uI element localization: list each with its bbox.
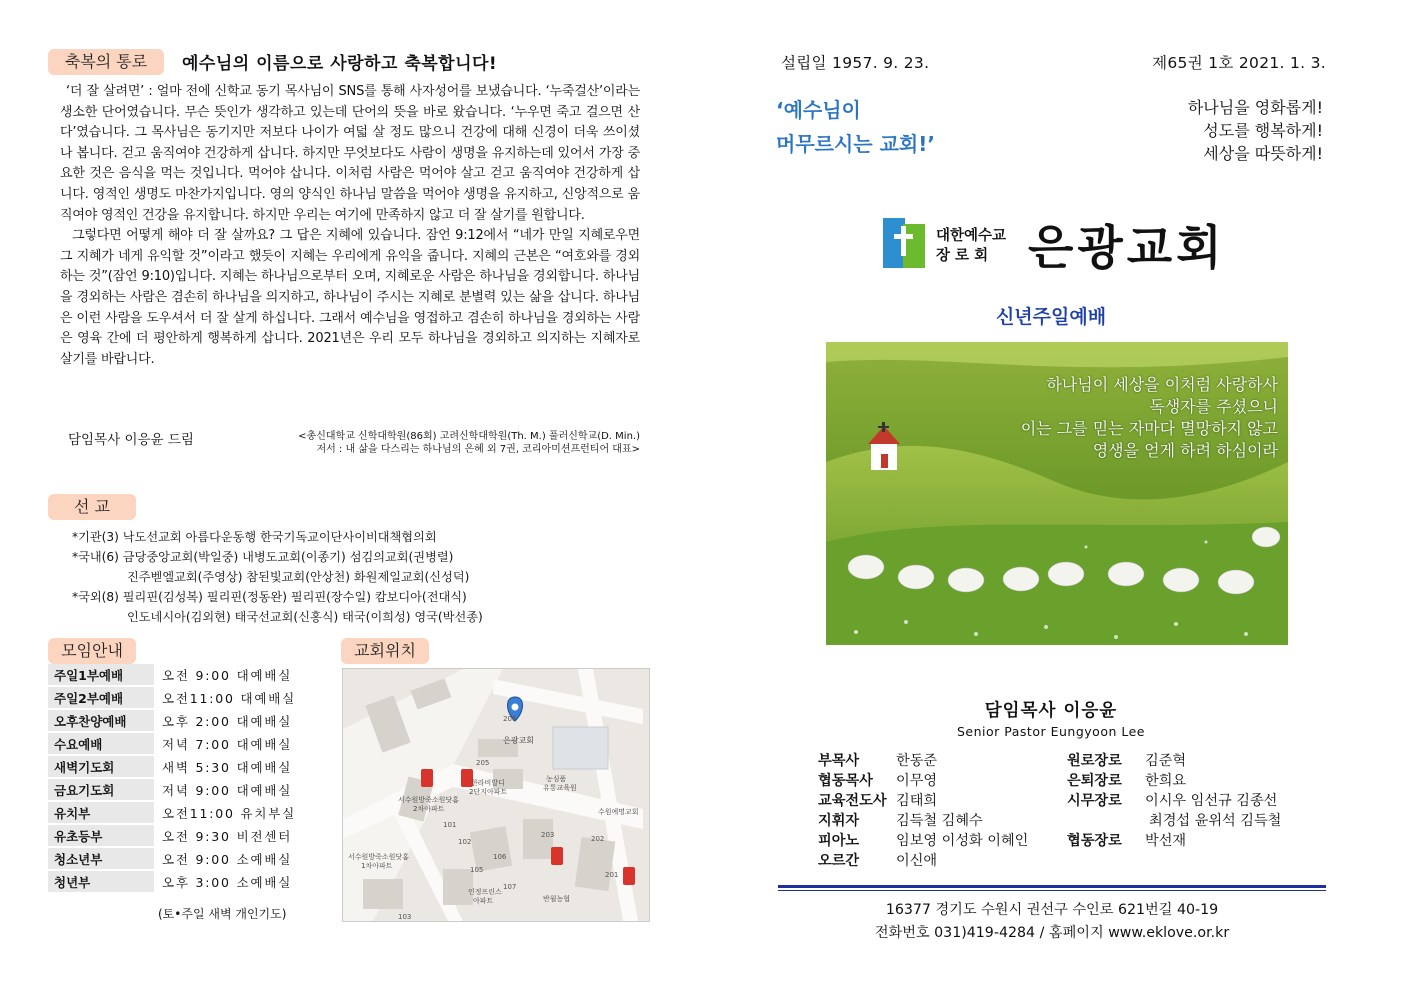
staff-role: 원로장로 [1067, 753, 1122, 769]
staff-names: 한동준 [896, 753, 938, 769]
staff-row [1067, 831, 1307, 851]
motto [1120, 96, 1323, 165]
meeting-time: 저녁 9:00 대예배실 [162, 782, 293, 798]
meeting-name: 주일2부예배 [48, 687, 154, 708]
mission-line: 진주벧엘교회(주영상) 참된빛교회(안상천) 화원제일교회(신성덕) [127, 570, 470, 584]
map-label-apt2-2: 2차아파트 [413, 805, 445, 813]
staff-row [818, 831, 1058, 851]
church-name: 은광교회 [1028, 221, 1226, 276]
meeting-name: 수요예배 [48, 733, 154, 754]
mission-line: *국외(8) 필리핀(김성복) 필리핀(정동완) 필리핀(장수일) 캄보디아(전대식) [72, 590, 467, 604]
map-label-nonghyup: 농심품 [546, 775, 567, 783]
meeting-time: 오전11:00 대예배실 [162, 690, 297, 706]
mission-line: *국내(6) 금당중앙교회(박일중) 내병도교회(이종기) 섬김의교회(권병렬) [72, 550, 454, 564]
map-label-103: 103 [398, 913, 412, 921]
meeting-name: 유치부 [48, 802, 154, 823]
table-row [48, 848, 300, 869]
meeting-name: 금요기도회 [48, 779, 154, 800]
map-label-nonghyup-2: 유통교육원 [543, 784, 577, 792]
staff-role: 지휘자 [818, 813, 860, 829]
staff-names: 이신애 [896, 853, 938, 869]
map-label-205: 205 [476, 759, 490, 767]
map-label-injeong: 인정프린스 [468, 888, 502, 896]
staff-row [818, 791, 1058, 811]
meeting-time: 오후 3:00 소예배실 [162, 874, 293, 890]
founded-date: 설립일 1957. 9. 23. [781, 54, 930, 72]
table-row [48, 871, 300, 892]
senior-pastor-english: Senior Pastor Eungyoon Lee [957, 724, 1145, 739]
service-title: 신년주일예배 [995, 306, 1107, 328]
denomination-line-1: 대한예수교 [936, 228, 1007, 244]
staff-row [1067, 791, 1307, 811]
blessing-headline: 예수님의 이름으로 사랑하고 축복합니다! [182, 54, 498, 74]
staff-row [818, 771, 1058, 791]
staff-names: 이무영 [896, 773, 938, 789]
map-label-halla-2: 2단지아파트 [469, 788, 508, 796]
staff-names: 김태희 [896, 793, 938, 809]
meetings-table [48, 662, 300, 894]
table-row [48, 802, 300, 823]
staff-names: 박선재 [1145, 833, 1187, 849]
table-row [48, 733, 300, 754]
footer-divider [778, 885, 1326, 888]
pastor-column [60, 82, 640, 370]
map-label-102: 102 [458, 838, 472, 846]
table-row [48, 825, 300, 846]
meeting-time: 오후 2:00 대예배실 [162, 713, 293, 729]
meeting-name: 유초등부 [48, 825, 154, 846]
mission-section-label: 선 교 [48, 494, 136, 520]
verse-line: 독생자를 주셨으니 [1149, 397, 1278, 416]
table-row [48, 779, 300, 800]
meetings-note: (토•주일 새벽 개인기도) [158, 907, 287, 921]
map-label-203: 203 [541, 831, 555, 839]
table-row [48, 687, 300, 708]
meeting-name: 오후찬양예배 [48, 710, 154, 731]
meeting-name: 청소년부 [48, 848, 154, 869]
meeting-time: 오전 9:00 대예배실 [162, 667, 293, 683]
table-row [48, 664, 300, 685]
church-address-block [778, 899, 1326, 945]
staff-role-blank [1067, 811, 1149, 831]
map-label-bank: 반월농협 [543, 895, 571, 903]
staff-role: 시무장로 [1067, 793, 1122, 809]
mission-list [72, 527, 483, 627]
staff-names: 임보영 이성화 이혜인 [896, 833, 1029, 849]
staff-role: 은퇴장로 [1067, 773, 1122, 789]
staff-row [1067, 751, 1307, 771]
map-label-suwon-church: 수원예명교회 [598, 808, 639, 816]
meeting-name: 청년부 [48, 871, 154, 892]
motto-line: 하나님을 영화롭게! [1187, 98, 1323, 117]
footer-divider-thin [778, 890, 1326, 891]
motto-line: 성도를 행복하게! [1203, 121, 1323, 140]
credential-line-1: <총신대학교 신학대학원(86회) 고려신학대학원(Th. M.) 풀러신학교(D. Min.) [298, 431, 640, 442]
meeting-name: 새벽기도회 [48, 756, 154, 777]
senior-pastor-name: 담임목사 이응윤 [984, 701, 1118, 721]
slogan-line-1: ‘예수님이 [776, 98, 861, 122]
map-label-106: 106 [493, 853, 507, 861]
map-label-202: 202 [591, 835, 605, 843]
staff-role: 협동장로 [1067, 833, 1122, 849]
meetings-section-label: 모임안내 [48, 638, 136, 664]
table-row [48, 756, 300, 777]
verse-line: 영생을 얻게 하려 하심이라 [1092, 441, 1278, 460]
slogan-line-2: 머무르시는 교회!’ [776, 132, 935, 156]
staff-role: 오르간 [818, 853, 860, 869]
meeting-time: 저녁 7:00 대예배실 [162, 736, 293, 752]
staff-role: 협동목사 [818, 773, 873, 789]
staff-list-right [1067, 751, 1307, 851]
slogan [776, 93, 935, 161]
church-address: 16377 경기도 수원시 권선구 수인로 621번길 40-19 [885, 902, 1219, 918]
column-paragraph-1: ‘더 잘 살려면’ : 얼마 전에 신학교 동기 목사님이 SNS를 통해 사자성어를 보냈습니다. ‘누죽걸산’이라는 생소한 단어였습니다. 무슨 뜻인가 생각하고 있는데 단어의 뜻을 바로 왔습니다. ‘누우면 죽고 걸으면 산다’였습니다. 그 목사님은 동기지만 저보다 나이가 여덟 살 정도 많으니 건강에 대해 신경이 더욱 쓰이셨나 봅니다. 걷고 움직여야 건강하게 삽니다. 하지만 무엇보다도 사람이 생명을 유지하는데 있어서 가장 중요한 것은 음식을 먹는 것입니다. 먹어야 삽니다. 이처럼 사람은 먹어야 살고 걷고 움직여야 건강하게 삽니다. 영적인 생명도 마찬가지입니다. 영의 양식인 하나님 말씀을 먹어야 생명을 유지하고, 신앙적으로 움직여야 영적인 건강을 유지합니다. 하지만 우리는 여기에 만족하지 않고 더 잘 살기를 원합니다. [60, 84, 640, 223]
church-logo-icon [883, 218, 925, 272]
motto-line: 세상을 따뜻하게! [1203, 144, 1323, 163]
map-label-halla: 한라비발디 [471, 779, 505, 787]
map-label-105: 105 [470, 866, 484, 874]
map-label-107: 107 [503, 883, 517, 891]
map-label-101: 101 [443, 821, 457, 829]
staff-row [818, 851, 1058, 871]
staff-role: 부목사 [818, 753, 860, 769]
staff-row [1067, 771, 1307, 791]
church-contact[interactable]: 전화번호 031)419-4284 / 홈페이지 www.eklove.or.kr [874, 925, 1230, 941]
scripture-verse [1021, 374, 1278, 462]
map-label-206: 206 [503, 715, 517, 723]
denomination-label [936, 226, 1006, 266]
map-label-201: 201 [605, 871, 619, 879]
mission-line: *기관(3) 낙도선교회 아름다운동행 한국기독교이단사이비대책협의회 [72, 530, 437, 544]
staff-names: 한희요 [1145, 773, 1187, 789]
map-label-apt1-2: 1차아파트 [361, 862, 393, 870]
pastor-credentials [232, 430, 640, 456]
issue-info: 제65권 1호 2021. 1. 3. [1152, 54, 1326, 72]
staff-row [818, 751, 1058, 771]
meeting-time: 오전 9:30 비전센터 [162, 828, 293, 844]
meeting-time: 오전 9:00 소예배실 [162, 851, 293, 867]
staff-list-left [818, 751, 1058, 871]
cover-illustration [826, 342, 1288, 645]
staff-row [1067, 811, 1307, 831]
verse-line: 이는 그를 믿는 자마다 멸망하지 않고 [1020, 419, 1278, 438]
location-map[interactable] [342, 668, 650, 922]
denomination-line-2: 장 로 회 [936, 248, 989, 264]
staff-row [818, 811, 1058, 831]
blessing-section-label: 축복의 통로 [48, 49, 164, 75]
staff-names: 이시우 임선규 김종선 [1145, 793, 1278, 809]
staff-names: 김득철 김혜수 [896, 813, 983, 829]
map-graphic [343, 669, 649, 921]
credential-line-2: 저서 : 내 삶을 다스리는 하나님의 은혜 외 7권, 코리아미션프런티어 대표> [316, 444, 640, 455]
meeting-name: 주일1부예배 [48, 664, 154, 685]
staff-role: 피아노 [818, 833, 860, 849]
map-label-injeong-2: 아파트 [473, 897, 494, 905]
meeting-time: 오전11:00 유치부실 [162, 805, 297, 821]
map-label-apt1: 서수원방죽소원닷홈 [348, 853, 409, 861]
column-paragraph-2: 그렇다면 어떻게 해야 더 잘 살까요? 그 답은 지혜에 있습니다. 잠언 9:12에서 “네가 만일 지혜로우면 그 지혜가 네게 유익할 것”이라고 했듯이 지혜는 우리에게 유익을 줍니다. 지혜의 근본은 “여호와를 경외하는 것”(잠언 9:10)입니다. 지혜는 하나님으로부터 오며, 지혜로운 사람은 하나님을 경외합니다. 하나님을 경외하는 사람은 겸손히 하나님을 의지하고, 하나님이 주시는 지혜로 분별력 있는 삶을 삽니다. 하나님은 이런 사람을 도우셔서 더 잘 살게 하십니다. 그래서 예수님을 영접하고 겸손히 하나님을 경외하는 사람은 영육 간에 더 평안하게 행복하게 삽니다. 2021년은 우리 모두 하나님을 경외하고 의지하는 지혜자로 살기를 바랍니다. [60, 228, 640, 367]
map-label-apt2: 서수원방죽소원닷홈 [398, 796, 459, 804]
staff-names: 김준혁 [1145, 753, 1187, 769]
mission-line: 인도네시아(김외현) 태국선교회(신홍식) 태국(이희성) 영국(박선종) [127, 610, 483, 624]
pastor-signature: 담임목사 이응윤 드림 [68, 432, 194, 448]
location-section-label: 교회위치 [341, 638, 429, 664]
table-row [48, 710, 300, 731]
map-label-church: 은광교회 [503, 736, 534, 745]
staff-role: 교육전도사 [818, 793, 887, 809]
staff-names: 최경섭 윤위석 김득철 [1149, 813, 1282, 829]
meeting-time: 새벽 5:30 대예배실 [162, 759, 293, 775]
verse-line: 하나님이 세상을 이처럼 사랑하사 [1046, 375, 1278, 394]
